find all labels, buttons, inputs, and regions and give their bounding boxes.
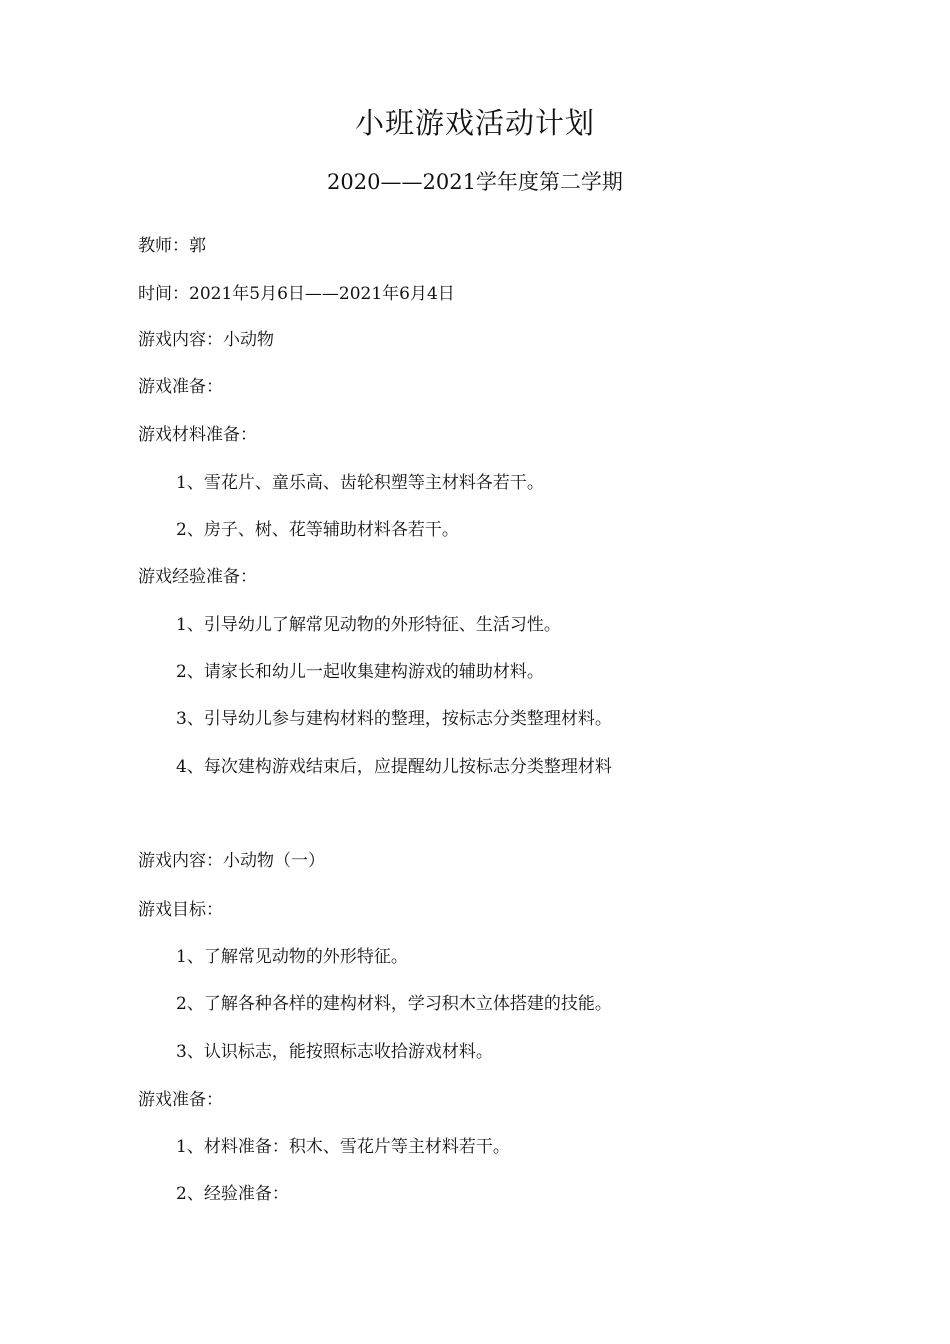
- prep-item: 2、经验准备：: [176, 1184, 289, 1204]
- material-item: 1、雪花片、童乐高、齿轮积塑等主材料各若干。: [176, 473, 544, 493]
- goal-item: 1、了解常见动物的外形特征。: [176, 947, 408, 967]
- goal-item: 3、认识标志，能按照标志收拾游戏材料。: [176, 1042, 493, 1062]
- experience-prep-heading: 游戏经验准备：: [138, 567, 257, 587]
- experience-item: 1、引导幼儿了解常见动物的外形特征、生活习性。: [176, 615, 561, 635]
- material-prep-heading: 游戏材料准备：: [138, 425, 257, 445]
- prep-item: 1、材料准备：积木、雪花片等主材料若干。: [176, 1137, 510, 1157]
- document-title: 小班游戏活动计划: [354, 106, 595, 140]
- game-prep-heading-2: 游戏准备：: [138, 1090, 223, 1110]
- teacher-line: 教师：郭: [138, 236, 206, 256]
- material-item: 2、房子、树、花等辅助材料各若干。: [176, 520, 459, 540]
- time-line: 时间：2021年5月6日——2021年6月4日: [138, 284, 455, 304]
- game-content-line: 游戏内容：小动物: [138, 330, 274, 350]
- game-content-line-2: 游戏内容：小动物（一）: [138, 851, 325, 871]
- document-subtitle: 2020——2021学年度第二学期: [327, 170, 623, 194]
- experience-item: 4、每次建构游戏结束后，应提醒幼儿按标志分类整理材料: [176, 757, 612, 777]
- goal-item: 2、了解各种各样的建构材料，学习积木立体搭建的技能。: [176, 994, 612, 1014]
- game-prep-heading: 游戏准备：: [138, 377, 223, 397]
- game-goal-heading: 游戏目标：: [138, 900, 223, 920]
- experience-item: 3、引导幼儿参与建构材料的整理，按标志分类整理材料。: [176, 709, 612, 729]
- experience-item: 2、请家长和幼儿一起收集建构游戏的辅助材料。: [176, 662, 544, 682]
